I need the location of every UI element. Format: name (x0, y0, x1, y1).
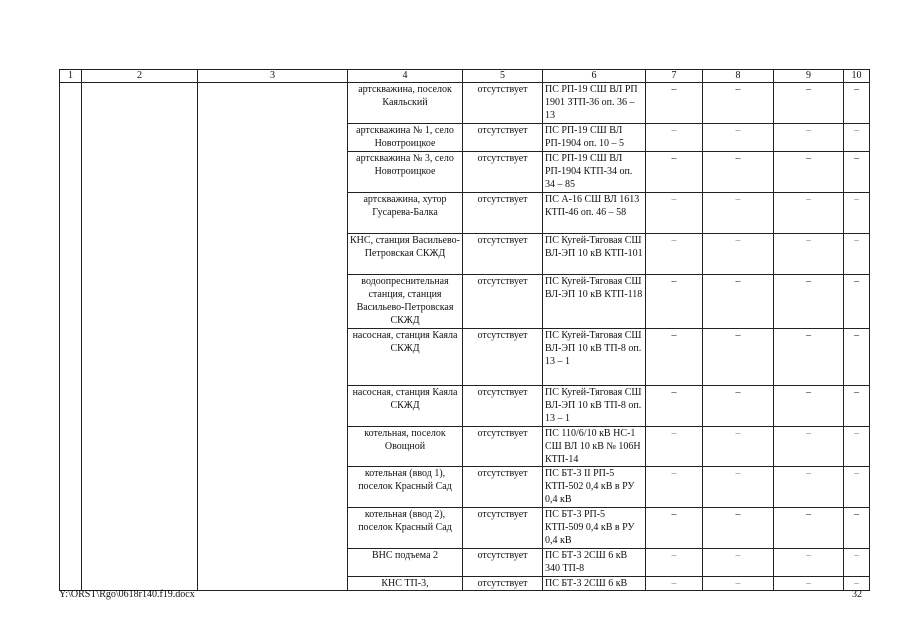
dash-cell: – (774, 427, 844, 467)
dash-cell: – (646, 386, 703, 427)
substation-cell: отсутствует (463, 386, 543, 427)
dash-cell: – (646, 234, 703, 275)
dash-cell: – (703, 152, 774, 193)
supply-cell: ПС 110/6/10 кВ НС-1 СШ ВЛ 10 кВ № 106Н КТП-14 (543, 427, 646, 467)
substation-cell: отсутствует (463, 508, 543, 549)
dash-cell: – (703, 275, 774, 329)
substation-cell: отсутствует (463, 467, 543, 508)
object-cell: артскважина, хутор Гусарева-Балка (348, 193, 463, 234)
supply-cell: ПС Кугей-Тяговая СШ ВЛ-ЭП 10 кВ КТП-101 (543, 234, 646, 275)
dash-cell: – (703, 427, 774, 467)
dash-cell: – (703, 508, 774, 549)
dash-cell: – (774, 467, 844, 508)
column-header: 8 (703, 70, 774, 83)
column-header: 3 (198, 70, 348, 83)
header-row (60, 70, 870, 83)
dash-cell: – (703, 329, 774, 386)
dash-cell: – (703, 577, 774, 591)
object-cell: котельная (ввод 1), поселок Красный Сад (348, 467, 463, 508)
column-header: 10 (844, 70, 870, 83)
dash-cell: – (703, 234, 774, 275)
object-cell: ВНС подъема 2 (348, 549, 463, 577)
dash-cell: – (774, 577, 844, 591)
substation-cell: отсутствует (463, 83, 543, 124)
substation-cell: отсутствует (463, 329, 543, 386)
supply-cell: ПС РП-19 СШ ВЛ РП 1901 ЗТП-36 оп. 36 – 13 (543, 83, 646, 124)
object-cell: артскважина № 1, село Новотроицкое (348, 124, 463, 152)
dash-cell: – (703, 83, 774, 124)
dash-cell: – (646, 152, 703, 193)
supply-cell: ПС БТ-3 2СШ 6 кВ 340 ТП-8 (543, 549, 646, 577)
supply-cell: ПС БТ-3 2СШ 6 кВ (543, 577, 646, 591)
dash-cell: – (703, 124, 774, 152)
dash-cell: – (703, 193, 774, 234)
dash-cell: – (646, 549, 703, 577)
dash-cell: – (844, 152, 870, 193)
dash-cell: – (774, 193, 844, 234)
object-cell: водоопреснительная станция, станция Васильево-Петровская СКЖД (348, 275, 463, 329)
dash-cell: – (703, 549, 774, 577)
column-header: 4 (348, 70, 463, 83)
dash-cell: – (774, 386, 844, 427)
supply-cell: ПС Кугей-Тяговая СШ ВЛ-ЭП 10 кВ ТП-8 оп. 13 – 1 (543, 329, 646, 386)
supply-cell: ПС Кугей-Тяговая СШ ВЛ-ЭП 10 кВ ТП-8 оп. 13 – 1 (543, 386, 646, 427)
dash-cell: – (646, 83, 703, 124)
column-header: 2 (82, 70, 198, 83)
dash-cell: – (844, 275, 870, 329)
substation-cell: отсутствует (463, 152, 543, 193)
dash-cell: – (703, 467, 774, 508)
merged-cell-col3 (198, 83, 348, 591)
dash-cell: – (774, 549, 844, 577)
dash-cell: – (774, 234, 844, 275)
dash-cell: – (844, 234, 870, 275)
merged-cell-col2 (82, 83, 198, 591)
substation-cell: отсутствует (463, 234, 543, 275)
dash-cell: – (646, 467, 703, 508)
dash-cell: – (774, 124, 844, 152)
object-cell: насосная, станция Каяла СКЖД (348, 386, 463, 427)
substation-cell: отсутствует (463, 549, 543, 577)
column-header: 7 (646, 70, 703, 83)
table-row (60, 83, 870, 124)
supply-cell: ПС БТ-3 РП-5 КТП-509 0,4 кВ в РУ 0,4 кВ (543, 508, 646, 549)
substation-cell: отсутствует (463, 124, 543, 152)
column-header: 1 (60, 70, 82, 83)
substation-cell: отсутствует (463, 193, 543, 234)
dash-cell: – (646, 275, 703, 329)
document-page (59, 69, 869, 591)
dash-cell: – (774, 152, 844, 193)
column-header: 6 (543, 70, 646, 83)
dash-cell: – (646, 508, 703, 549)
dash-cell: – (774, 83, 844, 124)
dash-cell: – (844, 193, 870, 234)
dash-cell: – (703, 386, 774, 427)
dash-cell: – (844, 83, 870, 124)
dash-cell: – (844, 549, 870, 577)
supply-cell: ПС РП-19 СШ ВЛ РП-1904 КТП-34 оп. 34 – 85 (543, 152, 646, 193)
substation-cell: отсутствует (463, 577, 543, 591)
dash-cell: – (646, 124, 703, 152)
object-cell: артскважина, поселок Каяльский (348, 83, 463, 124)
dash-cell: – (774, 329, 844, 386)
supply-cell: ПС Кугей-Тяговая СШ ВЛ-ЭП 10 кВ КТП-118 (543, 275, 646, 329)
dash-cell: – (844, 467, 870, 508)
object-cell: котельная (ввод 2), поселок Красный Сад (348, 508, 463, 549)
footer-page-number: 32 (852, 589, 862, 600)
dash-cell: – (844, 124, 870, 152)
dash-cell: – (646, 577, 703, 591)
dash-cell: – (844, 427, 870, 467)
object-cell: насосная, станция Каяла СКЖД (348, 329, 463, 386)
substation-cell: отсутствует (463, 427, 543, 467)
dash-cell: – (646, 427, 703, 467)
dash-cell: – (774, 508, 844, 549)
dash-cell: – (774, 275, 844, 329)
object-cell: артскважина № 3, село Новотроицкое (348, 152, 463, 193)
column-header: 9 (774, 70, 844, 83)
dash-cell: – (844, 508, 870, 549)
column-header: 5 (463, 70, 543, 83)
merged-cell-col1 (60, 83, 82, 591)
dash-cell: – (844, 329, 870, 386)
substation-cell: отсутствует (463, 275, 543, 329)
object-cell: котельная, поселок Овощной (348, 427, 463, 467)
dash-cell: – (646, 329, 703, 386)
object-cell: КНС ТП-3, (348, 577, 463, 591)
supply-cell: ПС БТ-3 II РП-5 КТП-502 0,4 кВ в РУ 0,4 кВ (543, 467, 646, 508)
object-cell: КНС, станция Васильево-Петровская СКЖД (348, 234, 463, 275)
dash-cell: – (844, 577, 870, 591)
dash-cell: – (646, 193, 703, 234)
supply-cell: ПС А-16 СШ ВЛ 1613 КТП-46 оп. 46 – 58 (543, 193, 646, 234)
footer-file-path: Y:\ORST\Rgo\0618r140.f19.docx (59, 589, 195, 600)
dash-cell: – (844, 386, 870, 427)
supply-cell: ПС РП-19 СШ ВЛ РП-1904 оп. 10 – 5 (543, 124, 646, 152)
data-table (59, 69, 870, 591)
